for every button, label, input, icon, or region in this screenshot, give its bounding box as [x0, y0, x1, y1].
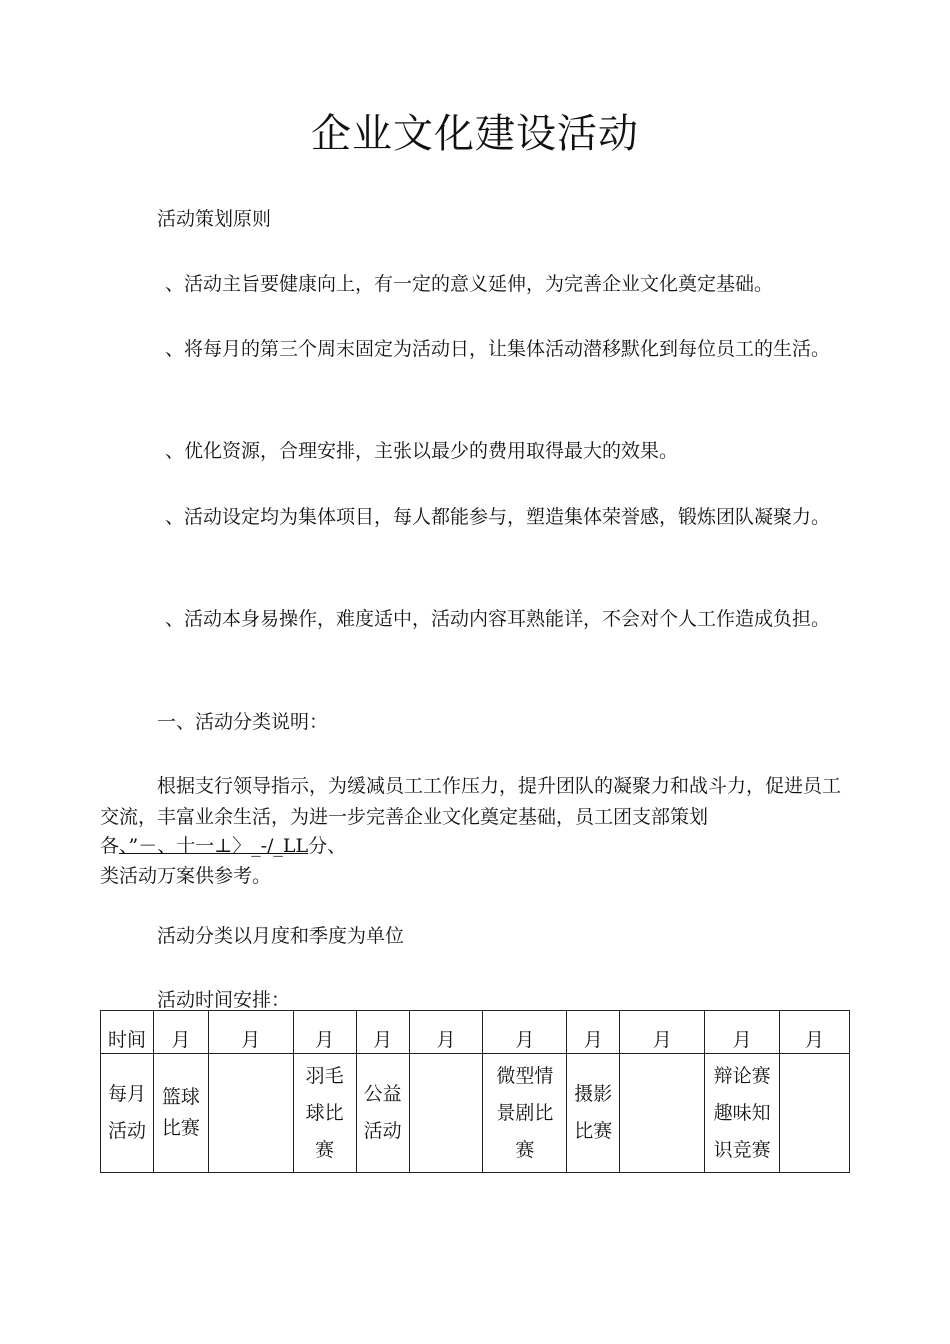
- table-cell-text: 微型情 景剧比 赛: [496, 1064, 554, 1161]
- table-cell: [153, 1054, 208, 1173]
- table-row: [101, 1054, 850, 1173]
- section1-paragraph-suffix: 分、: [308, 835, 347, 857]
- section1-paragraph: [100, 771, 850, 833]
- table-cell: [356, 1054, 409, 1173]
- table-cell-text: 篮球 比赛: [161, 1086, 200, 1139]
- unit-note: 活动分类以月度和季度为单位: [157, 925, 405, 947]
- table-cell: [780, 1054, 850, 1173]
- table-header-cell: 月: [567, 1011, 620, 1054]
- schedule-table: [100, 1010, 850, 1173]
- table-cell: [409, 1054, 483, 1173]
- table-header-cell: 月: [620, 1011, 705, 1054]
- section1-paragraph-prefix: 各: [100, 835, 120, 857]
- table-cell-text: 摄影 比赛: [574, 1083, 613, 1142]
- principles-heading: 活动策划原则: [157, 208, 272, 230]
- table-header-cell: 时间: [101, 1011, 154, 1054]
- table-header-cell: 月: [208, 1011, 293, 1054]
- table-header-cell: 月: [409, 1011, 483, 1054]
- table-cell-text: 公益 活动: [363, 1083, 402, 1142]
- section1-paragraph-garbled: 、”－、十一⊥〉_-/_LL: [119, 835, 309, 857]
- table-cell: [293, 1054, 356, 1173]
- table-cell: [208, 1054, 293, 1173]
- table-cell-text: 羽毛 球比 赛: [305, 1064, 344, 1161]
- schedule-heading: 活动时间安排：: [157, 989, 291, 1011]
- table-cell-text: 辩论赛 趣味知 识竞赛: [713, 1064, 771, 1161]
- table-cell-text: 每月 活动: [107, 1083, 146, 1142]
- principle-item: 、活动主旨要健康向上，有一定的意义延伸，为完善企业文化奠定基础。: [165, 273, 774, 295]
- table-cell: [483, 1054, 567, 1173]
- section1-paragraph-line1: 根据支行领导指示，为缓减员工工作压力，提升团队的凝聚力和战斗力，促进员工交流，丰富业余生活，为进一步完善企业文化奠定基础，员工团支部策划: [100, 775, 842, 828]
- principle-item: 、优化资源，合理安排，主张以最少的费用取得最大的效果。: [165, 440, 679, 462]
- principle-item: 、将每月的第三个周末固定为活动日，让集体活动潜移默化到每位员工的生活。: [165, 338, 831, 360]
- table-header-cell: 月: [705, 1011, 780, 1054]
- table-cell: [567, 1054, 620, 1173]
- section1-paragraph-line3: 类活动万案供参考。: [100, 865, 272, 887]
- table-header-row: [101, 1011, 850, 1054]
- table-header-cell: 月: [293, 1011, 356, 1054]
- table-cell: [705, 1054, 780, 1173]
- table-header-cell: 月: [356, 1011, 409, 1054]
- table-header-cell: 月: [483, 1011, 567, 1054]
- table-header-cell: 月: [780, 1011, 850, 1054]
- table-cell: [101, 1054, 154, 1173]
- section1-paragraph-garbled-line: [100, 833, 850, 859]
- section1-heading: 一、活动分类说明：: [157, 711, 329, 733]
- table-header-cell: 月: [153, 1011, 208, 1054]
- table-cell: [620, 1054, 705, 1173]
- document-title: 企业文化建设活动: [311, 111, 639, 157]
- principle-item: 、活动本身易操作，难度适中，活动内容耳熟能详，不会对个人工作造成负担。: [165, 608, 831, 630]
- principle-item: 、活动设定均为集体项目，每人都能参与，塑造集体荣誉感，锻炼团队凝聚力。: [165, 506, 831, 528]
